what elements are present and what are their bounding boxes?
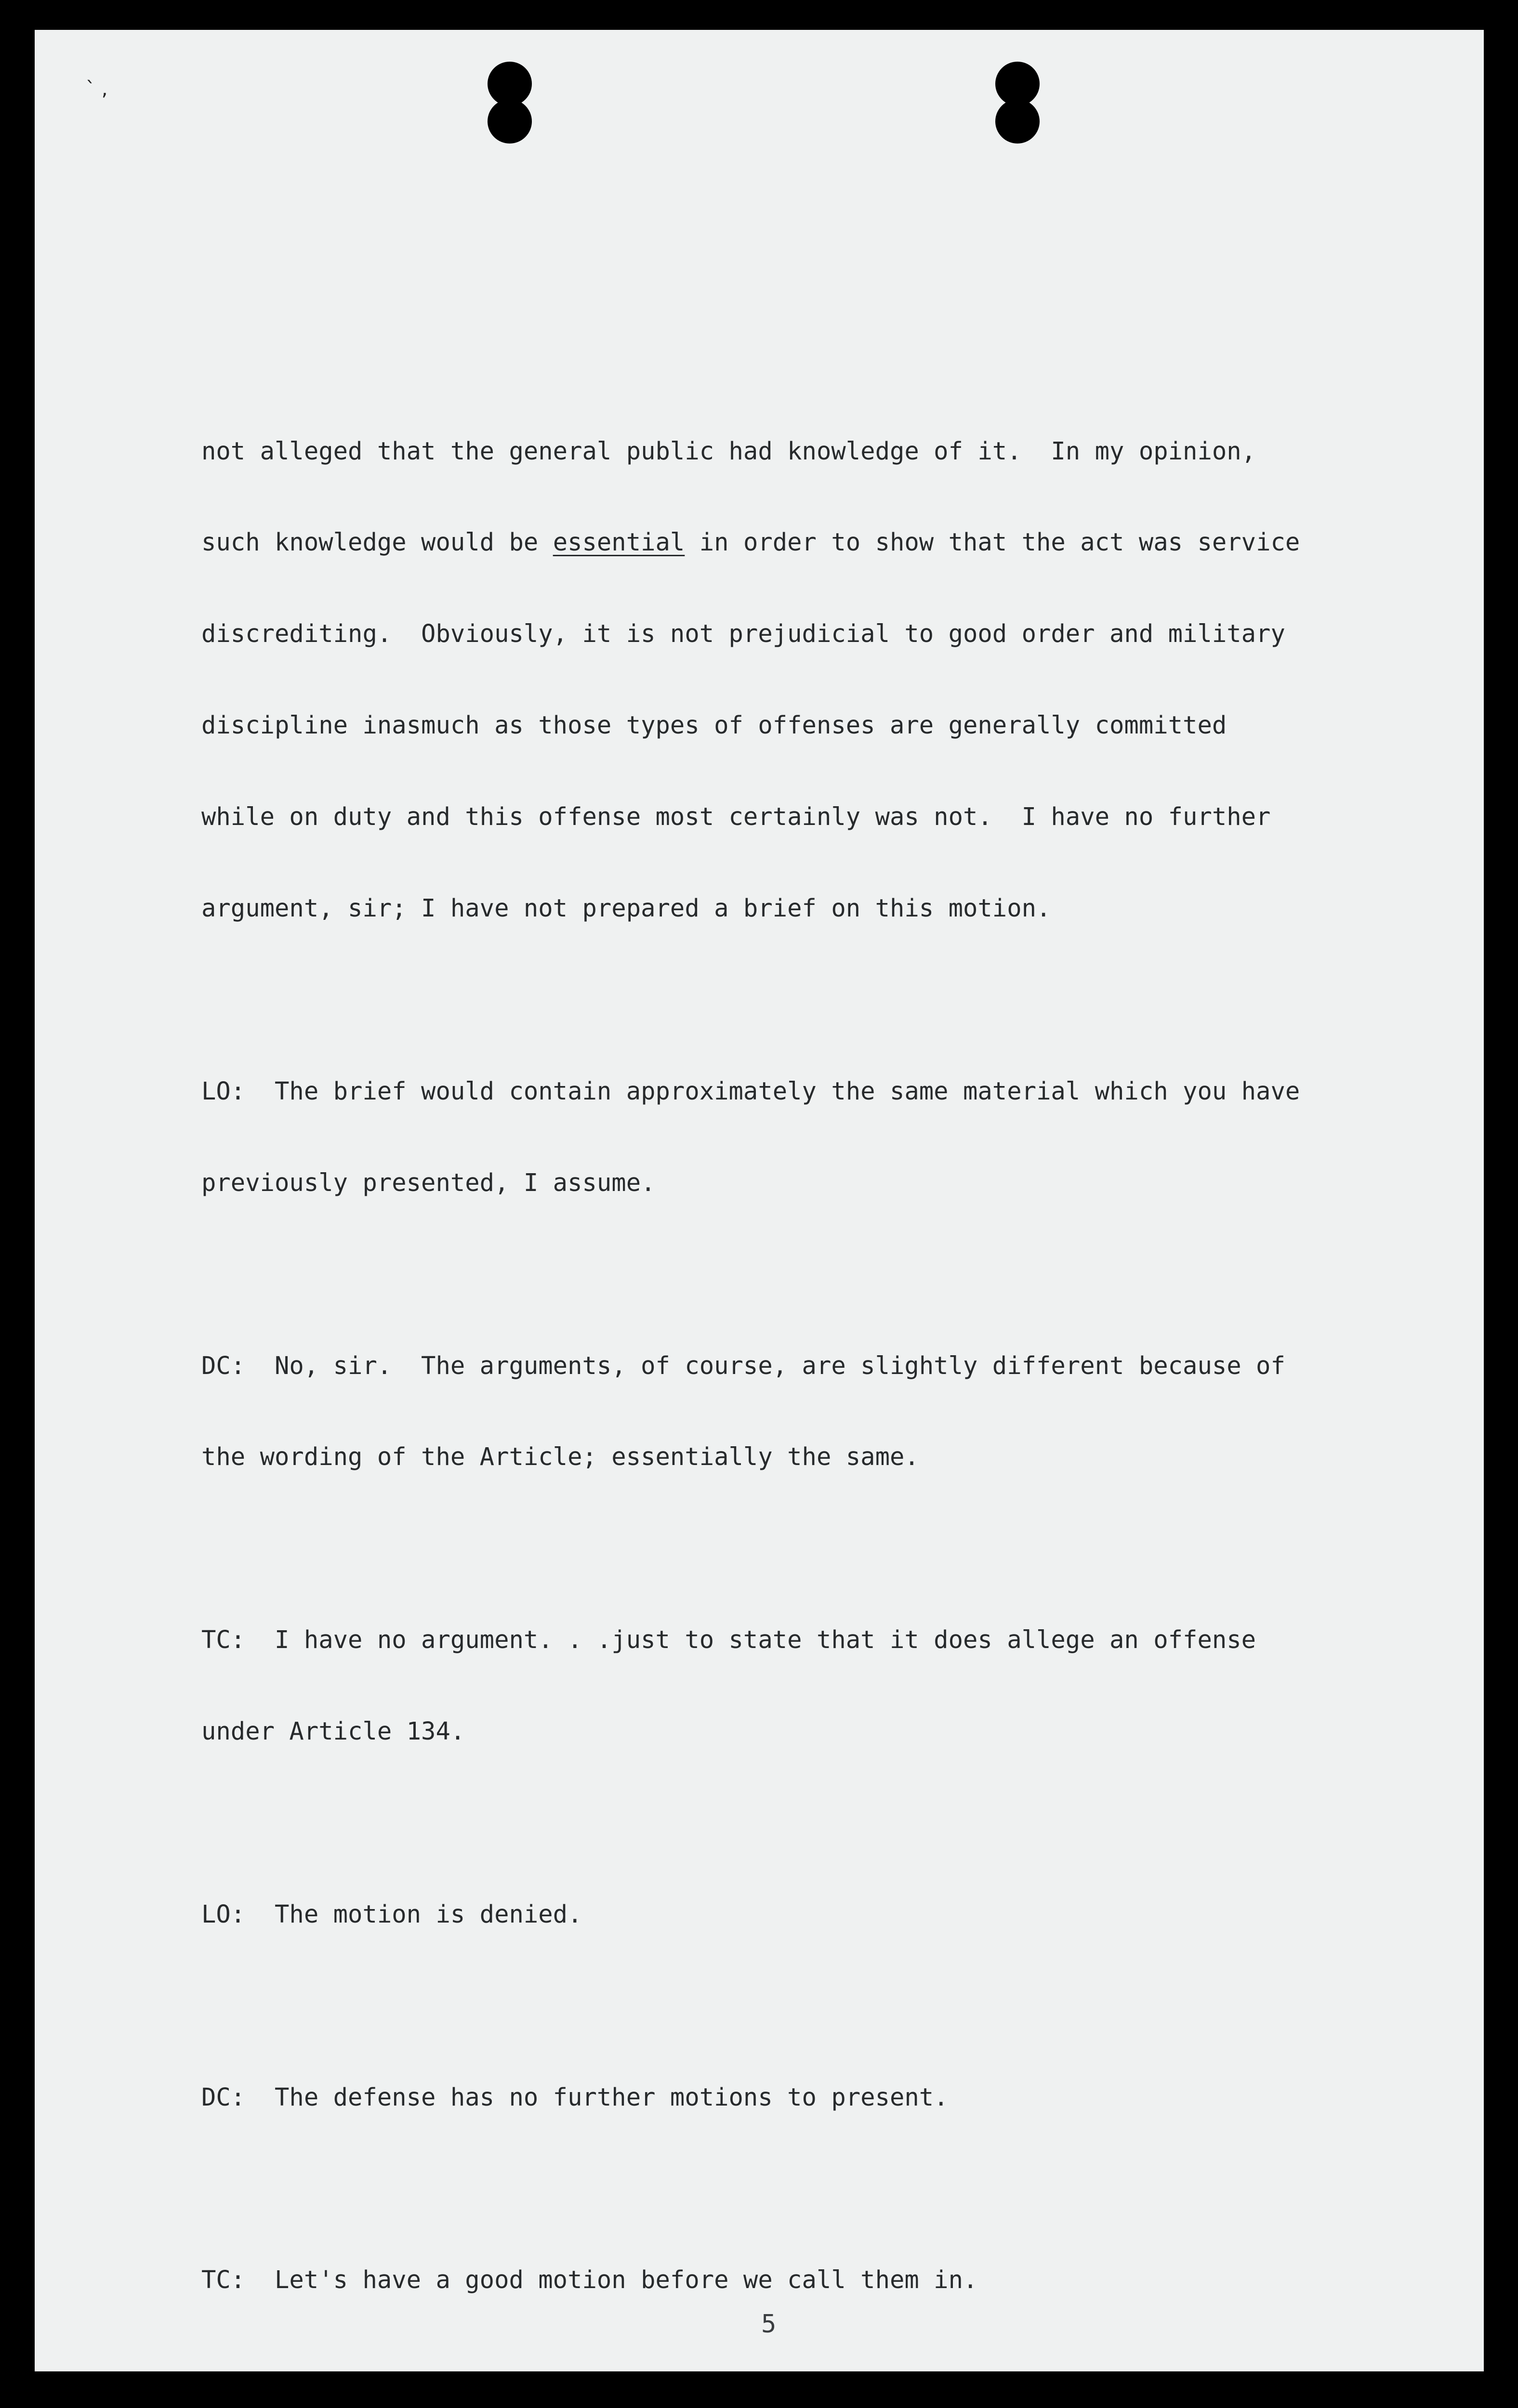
paragraph-tc-good-motion	[201, 2204, 1425, 2356]
text-line: previously presented, I assume.	[201, 1168, 656, 1197]
text-line: discipline inasmuch as those types of offenses are generally committed	[201, 711, 1227, 740]
paragraph-tc-argument	[201, 1564, 1425, 1807]
text-line: not alleged that the general public had knowledge of it. In my opinion,	[201, 436, 1256, 465]
text-line: LO: The brief would contain approximately the same material which you have	[201, 1076, 1300, 1105]
document-page	[35, 30, 1484, 2371]
text-line: DC: No, sir. The arguments, of course, are slightly different because of	[201, 1351, 1285, 1380]
margin-marks: ` ,	[86, 78, 108, 100]
paragraph-dc-no-motions	[201, 2021, 1425, 2173]
punch-hole-right-lower	[995, 99, 1040, 144]
transcript-body	[201, 375, 1425, 2408]
text-line: LO: The motion is denied.	[201, 1899, 582, 1928]
paragraph-lo-denied	[201, 1838, 1425, 1990]
text-line: TC: Let's have a good motion before we call them in.	[201, 2265, 978, 2294]
text-line: TC: I have no argument. . .just to state that it does allege an offense	[201, 1625, 1256, 1654]
underlined-word: essential	[553, 528, 685, 557]
punch-hole-left-lower	[488, 99, 532, 144]
text-line: such knowledge would be essential in order to show that the act was service	[201, 528, 1300, 557]
text-line: the wording of the Article; essentially the same.	[201, 1442, 919, 1471]
text-line: under Article 134.	[201, 1717, 465, 1746]
paragraph-lo-brief	[201, 1015, 1425, 1258]
text-line: discrediting. Obviously, it is not prejudicial to good order and military	[201, 619, 1285, 648]
paragraph-dc-arguments	[201, 1289, 1425, 1533]
text-line: argument, sir; I have not prepared a brief on this motion.	[201, 894, 1051, 923]
text-line: while on duty and this offense most certainly was not. I have no further	[201, 802, 1271, 831]
paragraph-lo-conclusion	[201, 2387, 1425, 2408]
page-number: 5	[761, 2310, 777, 2339]
text-line: DC: The defense has no further motions to present.	[201, 2082, 949, 2111]
paragraph-argument	[201, 375, 1425, 984]
